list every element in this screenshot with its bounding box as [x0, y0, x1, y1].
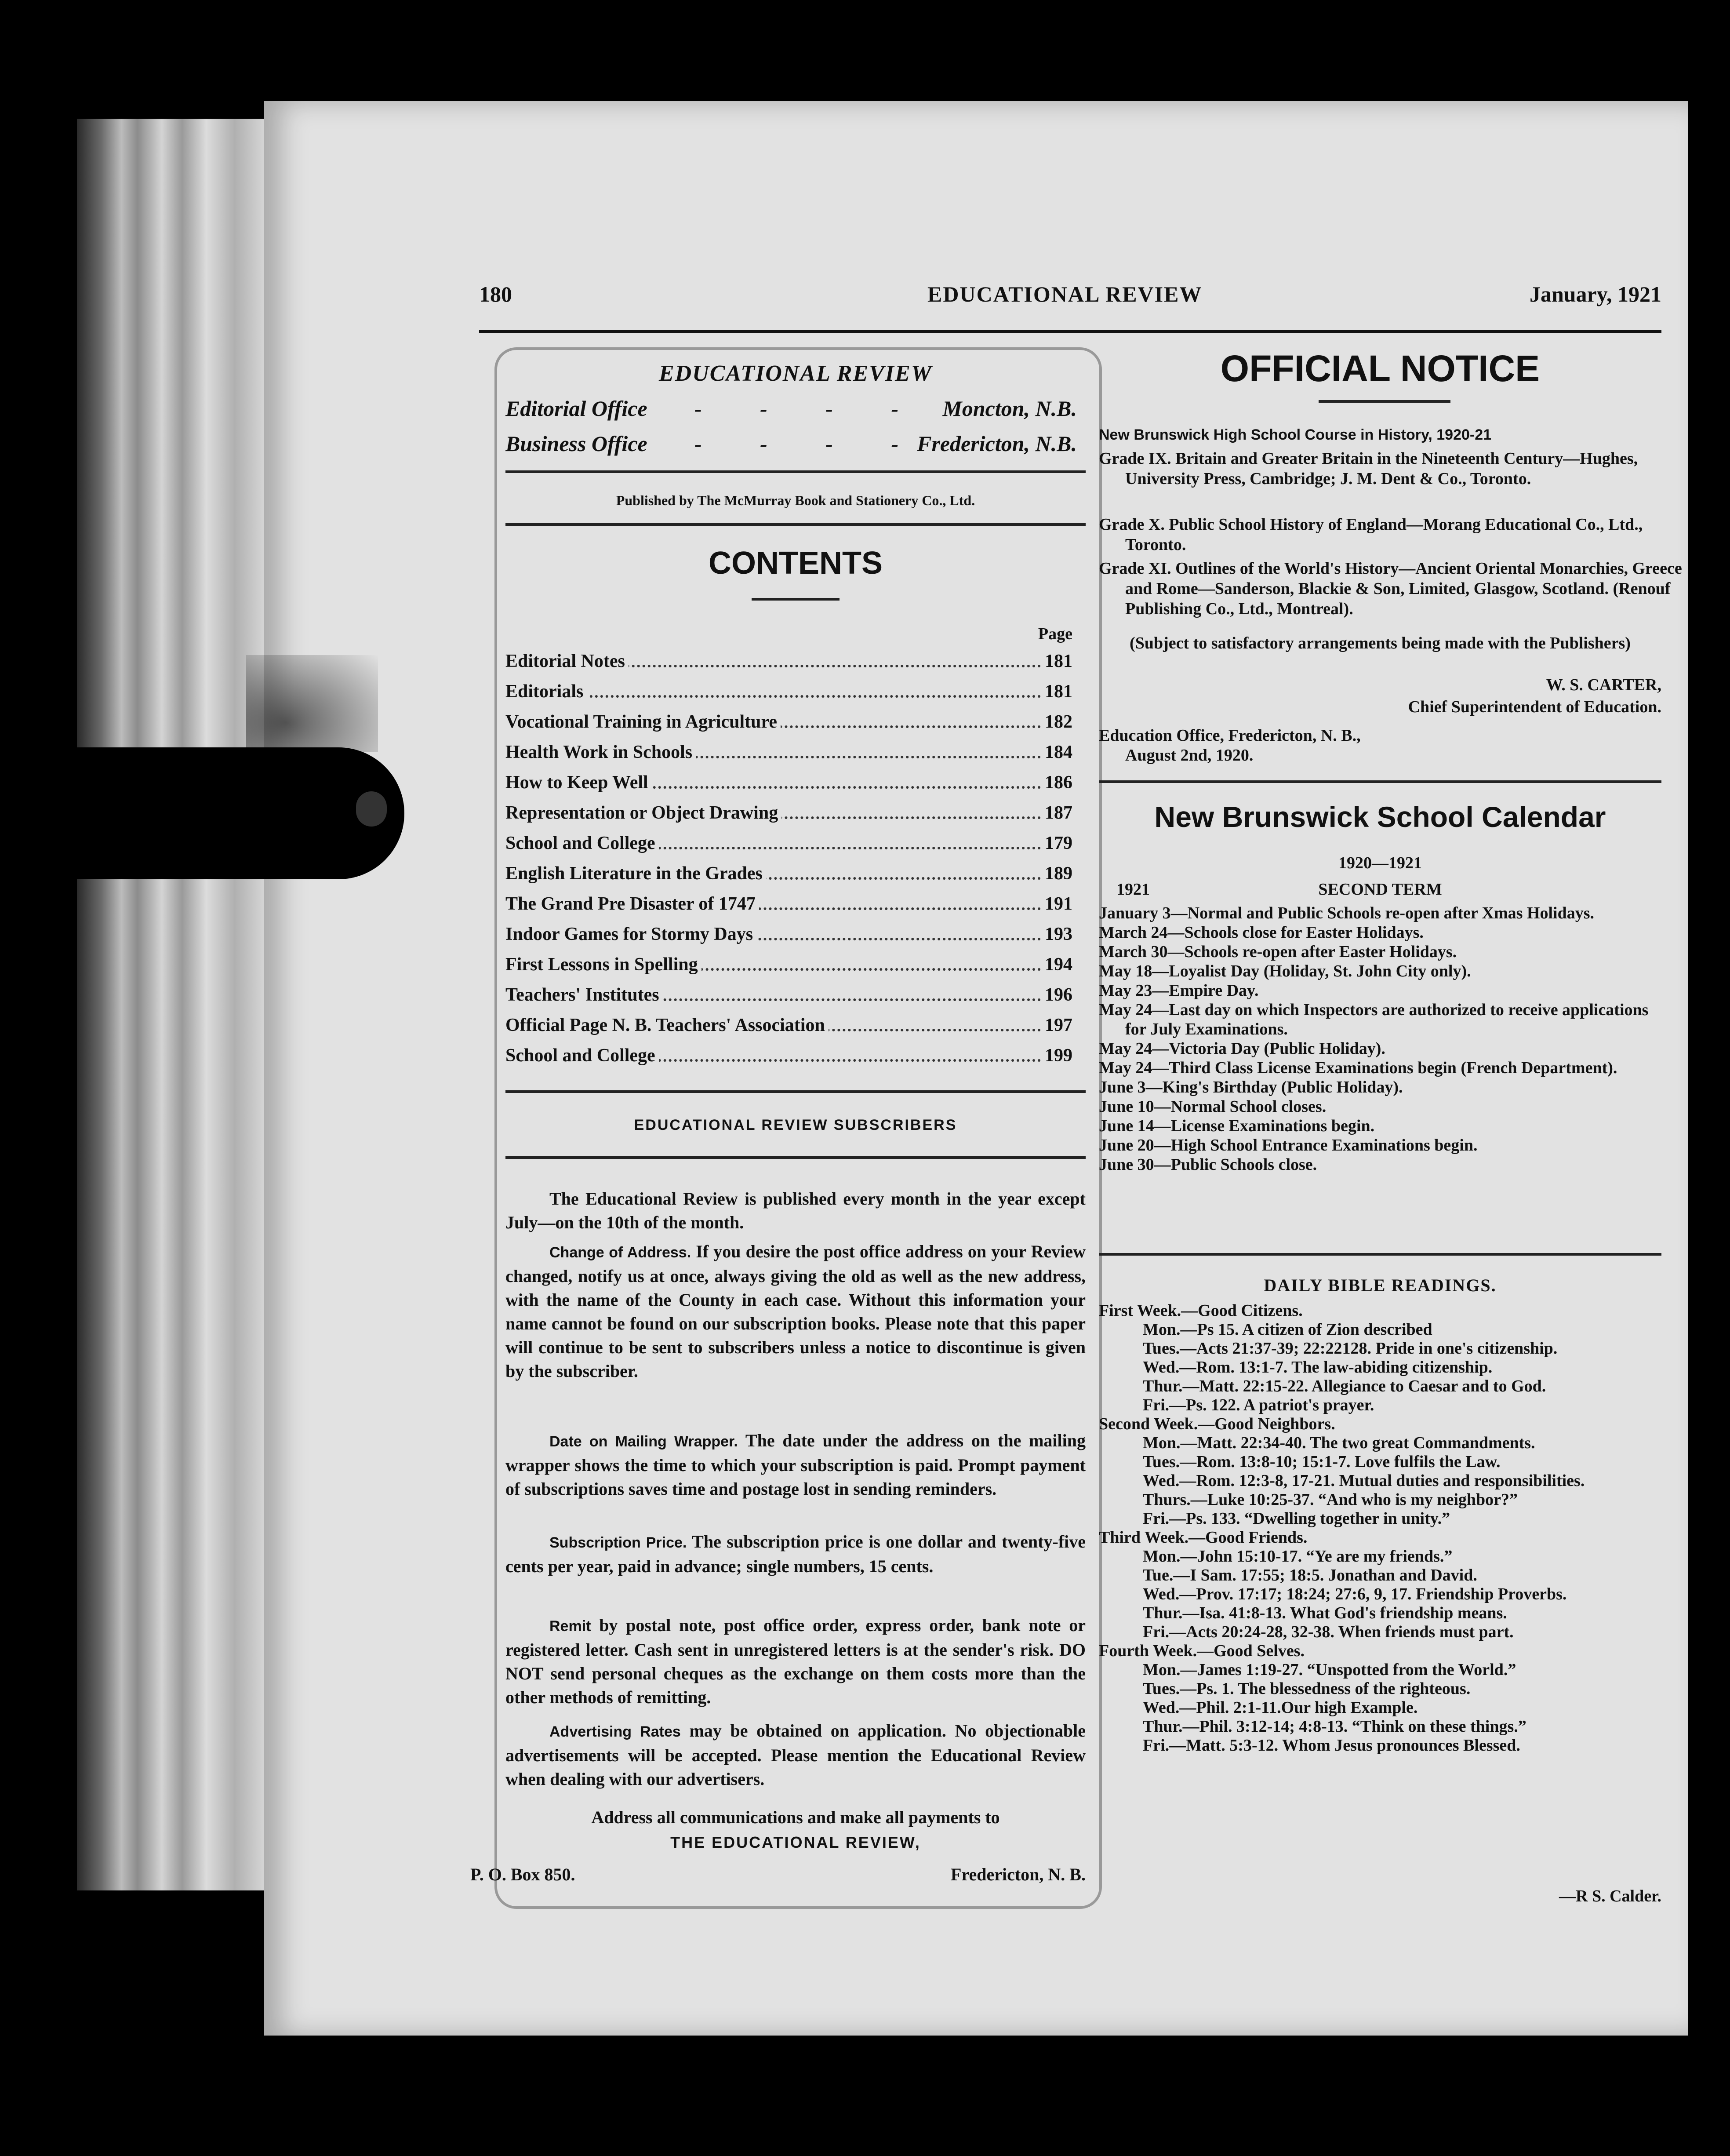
- toc-entry-title: Official Page N. B. Teachers' Association: [505, 1015, 829, 1036]
- reading-day: Wed.—Rom. 12:3-8, 17-21. Mutual duties and responsibilities.: [1143, 1471, 1585, 1490]
- toc-entry: [505, 711, 1086, 742]
- calendar-entry: June 20—High School Entrance Examinations begin.: [1099, 1136, 1478, 1154]
- running-title: EDUCATIONAL REVIEW: [927, 282, 1203, 306]
- calendar-year: 1921: [1116, 880, 1150, 899]
- toc-entry: [505, 772, 1086, 802]
- running-head: [479, 281, 1661, 321]
- toc-entry: [505, 1015, 1086, 1045]
- toc-entry: [505, 1045, 1086, 1075]
- calendar-entry: January 3—Normal and Public Schools re-open after Xmas Holidays.: [1099, 904, 1595, 922]
- book-page-edges: [77, 119, 279, 1890]
- intro-paragraph: The Educational Review is published every month in the year except July—on the 10th of the month.: [505, 1189, 1086, 1232]
- reading-day: Wed.—Phil. 2:1-11.Our high Example.: [1143, 1698, 1418, 1717]
- toc-entry: [505, 651, 1086, 681]
- reading-day: Mon.—Ps 15. A citizen of Zion described: [1143, 1320, 1432, 1339]
- grade-x: Grade X. Public School History of England—Morang Educational Co., Ltd., Toronto.: [1099, 515, 1643, 554]
- official-notice-title: OFFICIAL NOTICE: [1220, 348, 1540, 389]
- mailing-wrapper-paragraph: Date on Mailing Wrapper. The date under the address on the mailing wrapper shows the time to which your subscription is paid. Prompt payment of subscriptions saves time and postage lost in sending reminders.: [505, 1431, 1086, 1499]
- address-city: Fredericton, N. B.: [951, 1865, 1086, 1884]
- calendar-entry: June 30—Public Schools close.: [1099, 1155, 1317, 1174]
- reading-day: Tues.—Ps. 1. The blessedness of the righteous.: [1143, 1679, 1471, 1698]
- calendar-entry: March 30—Schools re-open after Easter Holidays.: [1099, 943, 1457, 961]
- toc-entry: [505, 742, 1086, 772]
- toc-entry-title: Editorials: [505, 681, 587, 702]
- calendar-years: 1920—1921: [1338, 854, 1422, 872]
- bible-readings-title: DAILY BIBLE READINGS.: [1264, 1275, 1497, 1295]
- thumb: [0, 747, 404, 879]
- toc-entry: [505, 924, 1086, 954]
- toc-entry-title: Health Work in Schools: [505, 742, 696, 763]
- reading-day: Fri.—Acts 20:24-28, 32-38. When friends must part.: [1143, 1623, 1514, 1641]
- contents-end-rule: [505, 1090, 1086, 1093]
- publisher-rule: [505, 523, 1086, 526]
- toc-entry-page: 186: [1041, 772, 1072, 793]
- toc-entry: [505, 954, 1086, 984]
- calendar-term: SECOND TERM: [1318, 880, 1442, 899]
- calendar-entry: June 14—License Examinations begin.: [1099, 1117, 1375, 1135]
- toc-entry-page: 196: [1041, 984, 1072, 1005]
- toc-entry-page: 187: [1041, 802, 1072, 823]
- calendar-entry: May 18—Loyalist Day (Holiday, St. John City only).: [1099, 962, 1471, 980]
- toc-entry-title: Editorial Notes: [505, 651, 629, 672]
- course-heading: New Brunswick High School Course in History, 1920-21: [1099, 426, 1492, 443]
- reading-day: Fri.—Ps. 133. “Dwelling together in unity.”: [1143, 1509, 1450, 1528]
- grade-xi: Grade XI. Outlines of the World's History—Ancient Oriental Monarchies, Greece and Rome—Sanderson, Blackie & Son, Limited, Glasgow, Scotland. (Renouf Publishing Co., Ltd., Montreal).: [1099, 559, 1682, 618]
- reading-day: Mon.—Matt. 22:34-40. The two great Commandments.: [1143, 1434, 1535, 1452]
- address-name: THE EDUCATIONAL REVIEW,: [670, 1833, 921, 1851]
- subscription-price-paragraph: Subscription Price. The subscription price is one dollar and twenty-five cents per year, paid in advance; single numbers, 15 cents.: [505, 1532, 1086, 1576]
- change-of-address-paragraph: Change of Address. If you desire the post office address on your Review changed, notify us at once, always giving the old as well as the new address, with the name of the County in each case. Without this information your name cannot be found on our subscription books. Please note that this paper will continue to be sent to subscribers unless a notice to discontinue is given by the subscriber.: [505, 1242, 1086, 1381]
- advertising-paragraph: Advertising Rates may be obtained on application. No objectionable advertisements will be accepted. Please mention the Educational Review when dealing with our advertisers.: [505, 1721, 1086, 1789]
- calendar-entry: May 24—Third Class License Examinations begin (French Department).: [1099, 1059, 1617, 1077]
- toc-entry: [505, 893, 1086, 924]
- toc-entry-page: 181: [1041, 681, 1072, 702]
- office-date: August 2nd, 1920.: [1125, 746, 1254, 765]
- toc-entry-page: 193: [1041, 924, 1072, 945]
- toc-entry-title: Vocational Training in Agriculture: [505, 711, 781, 732]
- reading-day: Tues.—Rom. 13:8-10; 15:1-7. Love fulfils the Law.: [1143, 1453, 1501, 1471]
- toc-entry-title: Indoor Games for Stormy Days: [505, 924, 756, 945]
- official-notice-rule: [1319, 400, 1450, 403]
- toc-entry-page: 179: [1041, 833, 1072, 854]
- signer-name: W. S. CARTER,: [1546, 676, 1661, 694]
- bible-signature: —R S. Calder.: [1559, 1887, 1661, 1905]
- reading-day: Wed.—Prov. 17:17; 18:24; 27:6, 9, 17. Friendship Proverbs.: [1143, 1585, 1567, 1603]
- toc-entry-page: 182: [1041, 711, 1072, 732]
- left-column: EDUCATIONAL REVIEW Editorial Office - - - - Moncton, N.B. Business Office - - - - Fredericton, N.B. Published by The McMurray Book and Stationery Co., Ltd. CONTENTS Page Editorial Notes 181 Editorials 181 Vocational Training in Agriculture 182 Health Work in Schools 184 How to Keep Well 186 Representation or Object Drawing 187 School and College 179 English Literature in the Grades 189 The Grand Pre Disaster of 1747 191 Indoor Games for Stormy Days 193 First Lessons in Spelling 194 Teachers' Institutes 196 Official Page N. B. Teachers' Association 197 School and College 199 EDUCATIONAL REVIEW SUBSCRIBERS The Educational Review is published every month in the year except July—on the 10th of the month. Change of Address. If you desire the post office address on your Review changed, notify us at once, always giving the old as well as the new address, with the name of the County in each case. Without this information your name cannot be found on our subscription books. Please note that this paper will continue to be sent to subscribers unless a notice to discontinue is given by the subscriber. Date on Mailing Wrapper. The date under the address on the mailing wrapper shows the time to which your subscription is paid. Prompt payment of subscriptions saves time and postage lost in sending reminders. Subscription Price. The subscription price is one dollar and twenty-five cents per year, paid in advance; single numbers, 15 cents. Remit by postal note, post office order, express order, bank note or registered letter. Cash sent in unregistered letters is at the sender's risk. DO NOT send personal cheques as the exchange on them costs more than the other methods of remitting. Advertising Rates may be obtained on application. No objectionable advertisements will be accepted. Please mention the Educational Review when dealing with our advertisers. Address all communications and make all payments to THE EDUCATIONAL REVIEW, P. O. Box 850. Fredericton, N. B.: [470, 361, 1086, 1884]
- contents-title: CONTENTS: [709, 546, 883, 581]
- masthead-title: EDUCATIONAL REVIEW: [658, 361, 933, 386]
- table-of-contents: [505, 651, 1086, 1075]
- toc-entry: [505, 863, 1086, 893]
- toc-entry-title: School and College: [505, 1045, 659, 1066]
- reading-day: Fri.—Matt. 5:3-12. Whom Jesus pronounces Blessed.: [1143, 1736, 1520, 1755]
- toc-entry-title: How to Keep Well: [505, 772, 652, 793]
- right-column: [1099, 347, 1682, 1930]
- reading-day: Thur.—Phil. 3:12-14; 4:8-13. “Think on these things.”: [1143, 1717, 1526, 1736]
- toc-entry-title: Representation or Object Drawing: [505, 802, 781, 823]
- calendar-title: New Brunswick School Calendar: [1154, 801, 1606, 833]
- subscribers-heading: EDUCATIONAL REVIEW SUBSCRIBERS: [634, 1117, 957, 1133]
- toc-entry-title: English Literature in the Grades: [505, 863, 766, 884]
- reading-week: Fourth Week.—Good Selves.: [1099, 1642, 1305, 1660]
- calendar-entry: May 24—Last day on which Inspectors are authorized to receive applications for July Examinations.: [1099, 1001, 1649, 1038]
- masthead-rule: [505, 470, 1086, 473]
- calendar-entry: June 10—Normal School closes.: [1099, 1097, 1327, 1116]
- office-address: Education Office, Fredericton, N. B.,: [1099, 726, 1361, 745]
- thumbnail-highlight: [356, 791, 387, 827]
- remit-paragraph: Remit by postal note, post office order, express order, bank note or registered letter. Cash sent in unregistered letters is at the sender's risk. DO NOT send personal cheques as the exchange on them costs more than the other methods of remitting.: [505, 1615, 1086, 1707]
- notice-end-rule: [1099, 780, 1661, 783]
- toc-entry-page: 189: [1041, 863, 1072, 884]
- toc-entry-page: 184: [1041, 742, 1072, 763]
- subscribers-rule: [505, 1156, 1086, 1159]
- thumb-shadow: [246, 655, 378, 752]
- page-column-label: Page: [1038, 625, 1072, 643]
- reading-week: Third Week.—Good Friends.: [1099, 1528, 1308, 1547]
- reading-day: Wed.—Rom. 13:1-7. The law-abiding citizenship.: [1143, 1358, 1493, 1377]
- reading-day: Tues.—Acts 21:37-39; 22:22128. Pride in one's citizenship.: [1143, 1339, 1558, 1358]
- toc-entry-page: 197: [1041, 1015, 1072, 1036]
- publisher-line: Published by The McMurray Book and Stationery Co., Ltd.: [616, 492, 975, 508]
- reading-day: Mon.—James 1:19-27. “Unspotted from the World.”: [1143, 1661, 1516, 1679]
- toc-entry-page: 194: [1041, 954, 1072, 975]
- bible-readings: [1099, 1301, 1661, 1755]
- grade-ix: Grade IX. Britain and Greater Britain in the Nineteenth Century—Hughes, University Press, Cambridge; J. M. Dent & Co., Toronto.: [1099, 449, 1638, 488]
- po-box: P. O. Box 850.: [470, 1865, 575, 1884]
- calendar-entry: May 23—Empire Day.: [1099, 981, 1259, 1000]
- toc-entry-page: 199: [1041, 1045, 1072, 1066]
- reading-day: Fri.—Ps. 122. A patriot's prayer.: [1143, 1396, 1374, 1414]
- signer-title: Chief Superintendent of Education.: [1408, 698, 1661, 716]
- calendar-entry: March 24—Schools close for Easter Holidays.: [1099, 923, 1424, 942]
- reading-day: Thur.—Matt. 22:15-22. Allegiance to Caesar and to God.: [1143, 1377, 1546, 1395]
- toc-entry-title: First Lessons in Spelling: [505, 954, 701, 975]
- toc-entry-page: 181: [1041, 651, 1072, 672]
- reading-day: Mon.—John 15:10-17. “Ye are my friends.”: [1143, 1547, 1453, 1566]
- toc-entry-page: 191: [1041, 893, 1072, 914]
- toc-entry: [505, 833, 1086, 863]
- reading-week: Second Week.—Good Neighbors.: [1099, 1415, 1335, 1433]
- issue-date: January, 1921: [1529, 282, 1661, 306]
- toc-entry-title: School and College: [505, 833, 659, 854]
- calendar-entry: June 3—King's Birthday (Public Holiday).: [1099, 1078, 1403, 1096]
- toc-entry: [505, 984, 1086, 1015]
- calendar-entries: [1099, 903, 1661, 1174]
- subject-note: (Subject to satisfactory arrangements being made with the Publishers): [1130, 634, 1631, 652]
- toc-entry-title: Teachers' Institutes: [505, 984, 663, 1005]
- page-number: 180: [479, 282, 512, 306]
- contents-rule: [752, 598, 840, 601]
- reading-day: Thurs.—Luke 10:25-37. “And who is my neighbor?”: [1143, 1490, 1518, 1509]
- header-rule: [479, 330, 1661, 333]
- toc-entry: [505, 802, 1086, 833]
- reading-week: First Week.—Good Citizens.: [1099, 1301, 1303, 1320]
- address-instruction: Address all communications and make all payments to: [591, 1807, 1000, 1827]
- calendar-entry: May 24—Victoria Day (Public Holiday).: [1099, 1039, 1385, 1058]
- calendar-end-rule: [1099, 1253, 1661, 1256]
- toc-entry: [505, 681, 1086, 711]
- reading-day: Tue.—I Sam. 17:55; 18:5. Jonathan and David.: [1143, 1566, 1477, 1584]
- reading-day: Thur.—Isa. 41:8-13. What God's friendship means.: [1143, 1604, 1507, 1622]
- toc-entry-title: The Grand Pre Disaster of 1747: [505, 893, 759, 914]
